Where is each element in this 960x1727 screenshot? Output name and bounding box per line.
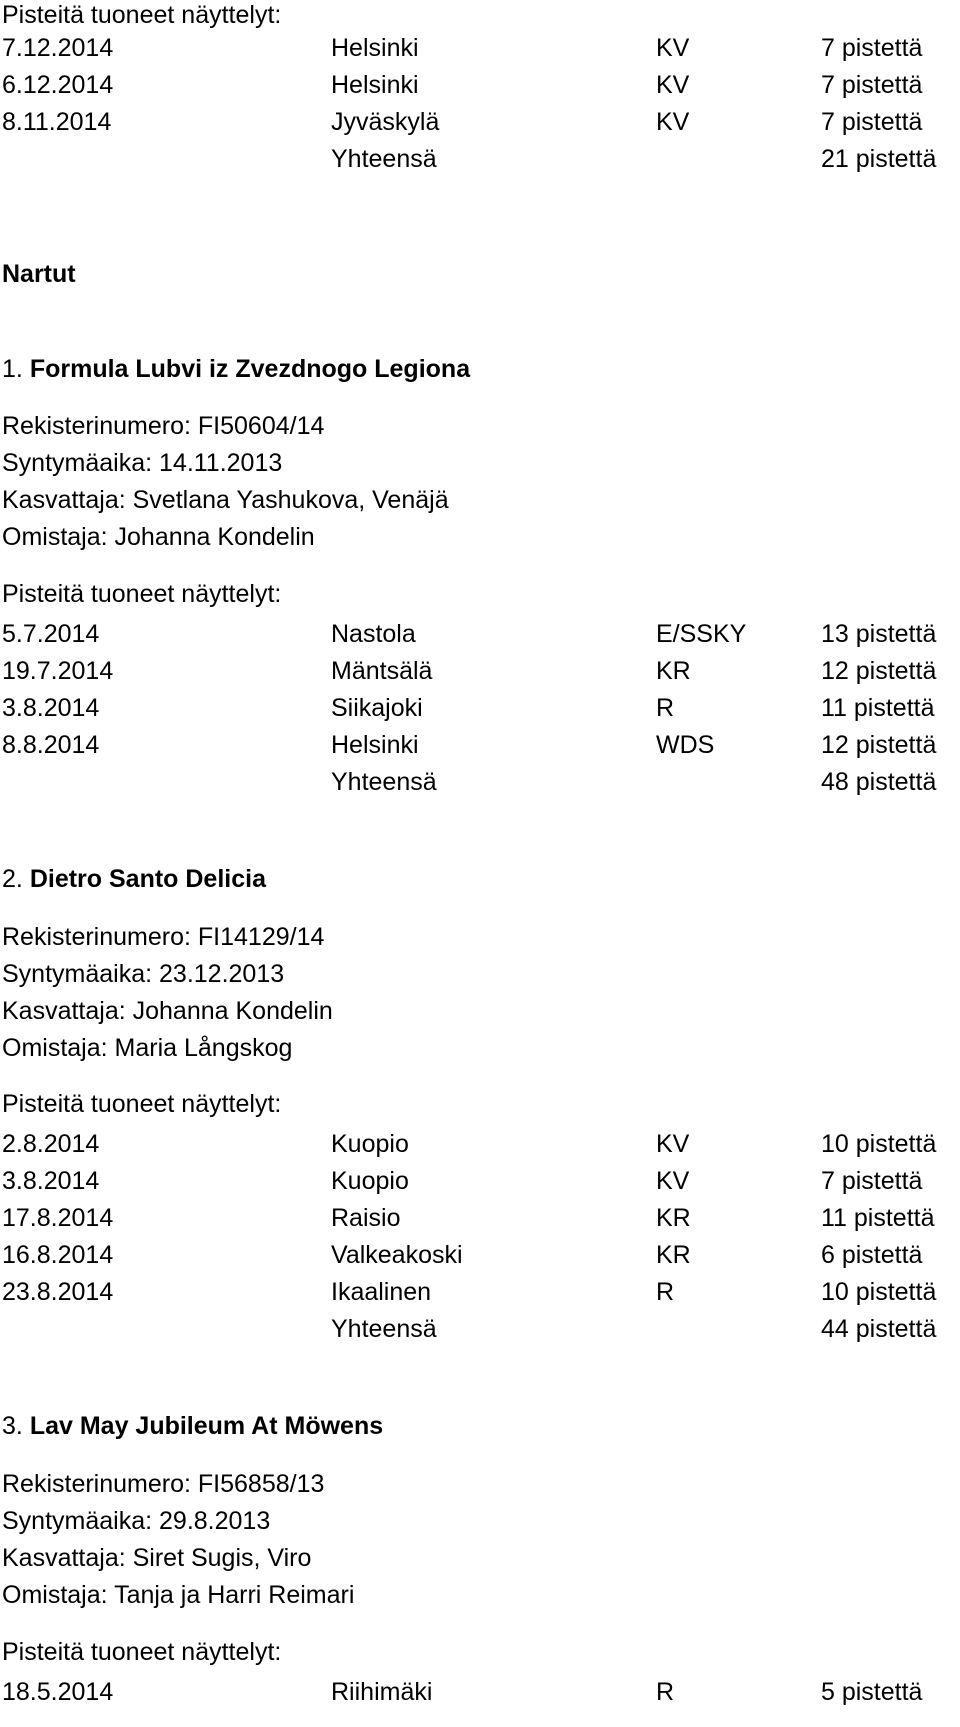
total-row <box>0 145 960 173</box>
result-grade: KV <box>656 71 690 99</box>
result-row <box>0 694 960 722</box>
result-row <box>0 620 960 648</box>
dog-title <box>2 354 470 384</box>
registration-number: Rekisterinumero: FI14129/14 <box>2 923 325 951</box>
result-place: Ikaalinen <box>331 1278 432 1306</box>
result-place: Kuopio <box>331 1130 409 1158</box>
result-row <box>0 1678 960 1706</box>
result-date: 19.7.2014 <box>2 657 114 685</box>
result-row <box>0 71 960 99</box>
result-place: Helsinki <box>331 731 419 759</box>
result-date: 8.11.2014 <box>2 108 112 136</box>
result-place: Raisio <box>331 1204 401 1232</box>
result-date: 8.8.2014 <box>2 731 100 759</box>
result-points: 7 pistettä <box>821 71 923 99</box>
result-place: Helsinki <box>331 34 419 62</box>
result-place: Nastola <box>331 620 416 648</box>
result-place: Helsinki <box>331 71 419 99</box>
result-row <box>0 1167 960 1195</box>
shows-label: Pisteitä tuoneet näyttelyt: <box>2 1638 282 1666</box>
registration-number: Rekisterinumero: FI56858/13 <box>2 1470 325 1498</box>
total-label: Yhteensä <box>331 1315 437 1343</box>
breeder: Kasvattaja: Johanna Kondelin <box>2 997 333 1025</box>
result-place: Kuopio <box>331 1167 409 1195</box>
result-points: 6 pistettä <box>821 1241 923 1269</box>
result-grade: KR <box>656 1204 691 1232</box>
result-points: 12 pistettä <box>821 657 937 685</box>
total-row <box>0 768 960 796</box>
result-points: 11 pistettä <box>821 694 935 722</box>
result-grade: KV <box>656 108 690 136</box>
total-points: 44 pistettä <box>821 1315 937 1343</box>
result-row <box>0 1204 960 1232</box>
result-date: 23.8.2014 <box>2 1278 114 1306</box>
result-grade: R <box>656 694 675 722</box>
total-label: Yhteensä <box>331 145 437 173</box>
result-row <box>0 108 960 136</box>
result-date: 16.8.2014 <box>2 1241 114 1269</box>
result-date: 6.12.2014 <box>2 71 114 99</box>
birth-date: Syntymäaika: 14.11.2013 <box>2 449 283 477</box>
owner: Omistaja: Tanja ja Harri Reimari <box>2 1581 355 1609</box>
result-place: Riihimäki <box>331 1678 433 1706</box>
shows-label: Pisteitä tuoneet näyttelyt: <box>2 1 282 29</box>
result-points: 12 pistettä <box>821 731 937 759</box>
owner: Omistaja: Maria Långskog <box>2 1034 293 1062</box>
dog-name: Formula Lubvi iz Zvezdnogo Legiona <box>29 355 471 383</box>
birth-date: Syntymäaika: 23.12.2013 <box>2 960 285 988</box>
result-place: Jyväskylä <box>331 108 440 136</box>
result-place: Mäntsälä <box>331 657 433 685</box>
result-grade: R <box>656 1678 675 1706</box>
result-date: 18.5.2014 <box>2 1678 114 1706</box>
result-points: 7 pistettä <box>821 1167 923 1195</box>
dog-name: Lav May Jubileum At Möwens <box>29 1412 384 1440</box>
birth-date: Syntymäaika: 29.8.2013 <box>2 1507 271 1535</box>
dog-title <box>2 1411 383 1441</box>
result-date: 7.12.2014 <box>2 34 114 62</box>
result-date: 3.8.2014 <box>2 1167 100 1195</box>
result-grade: KV <box>656 34 690 62</box>
registration-number: Rekisterinumero: FI50604/14 <box>2 412 325 440</box>
result-place: Valkeakoski <box>331 1241 463 1269</box>
dog-name: Dietro Santo Delicia <box>29 865 266 893</box>
result-grade: KV <box>656 1167 690 1195</box>
result-grade: KV <box>656 1130 690 1158</box>
result-row <box>0 657 960 685</box>
total-row <box>0 1315 960 1343</box>
total-points: 48 pistettä <box>821 768 937 796</box>
dog-number: 3. <box>2 1412 23 1440</box>
result-place: Siikajoki <box>331 694 423 722</box>
result-points: 10 pistettä <box>821 1278 937 1306</box>
result-grade: E/SSKY <box>656 620 747 648</box>
shows-label: Pisteitä tuoneet näyttelyt: <box>2 1090 282 1118</box>
result-points: 7 pistettä <box>821 34 923 62</box>
result-date: 2.8.2014 <box>2 1130 100 1158</box>
dog-number: 1. <box>2 355 23 383</box>
result-points: 10 pistettä <box>821 1130 937 1158</box>
result-row <box>0 1278 960 1306</box>
shows-label: Pisteitä tuoneet näyttelyt: <box>2 580 282 608</box>
result-points: 13 pistettä <box>821 620 937 648</box>
owner: Omistaja: Johanna Kondelin <box>2 523 315 551</box>
result-date: 5.7.2014 <box>2 620 100 648</box>
dog-number: 2. <box>2 865 23 893</box>
section-heading: Nartut <box>2 260 76 288</box>
total-points: 21 pistettä <box>821 145 937 173</box>
result-grade: R <box>656 1278 675 1306</box>
result-points: 11 pistettä <box>821 1204 935 1232</box>
total-label: Yhteensä <box>331 768 437 796</box>
result-date: 17.8.2014 <box>2 1204 114 1232</box>
breeder: Kasvattaja: Svetlana Yashukova, Venäjä <box>2 486 449 514</box>
result-row <box>0 1241 960 1269</box>
result-date: 3.8.2014 <box>2 694 100 722</box>
result-points: 7 pistettä <box>821 108 923 136</box>
result-row <box>0 731 960 759</box>
dog-title <box>2 864 266 894</box>
result-grade: WDS <box>656 731 715 759</box>
result-row <box>0 1130 960 1158</box>
result-points: 5 pistettä <box>821 1678 923 1706</box>
result-grade: KR <box>656 657 691 685</box>
breeder: Kasvattaja: Siret Sugis, Viro <box>2 1544 312 1572</box>
result-grade: KR <box>656 1241 691 1269</box>
result-row <box>0 34 960 62</box>
